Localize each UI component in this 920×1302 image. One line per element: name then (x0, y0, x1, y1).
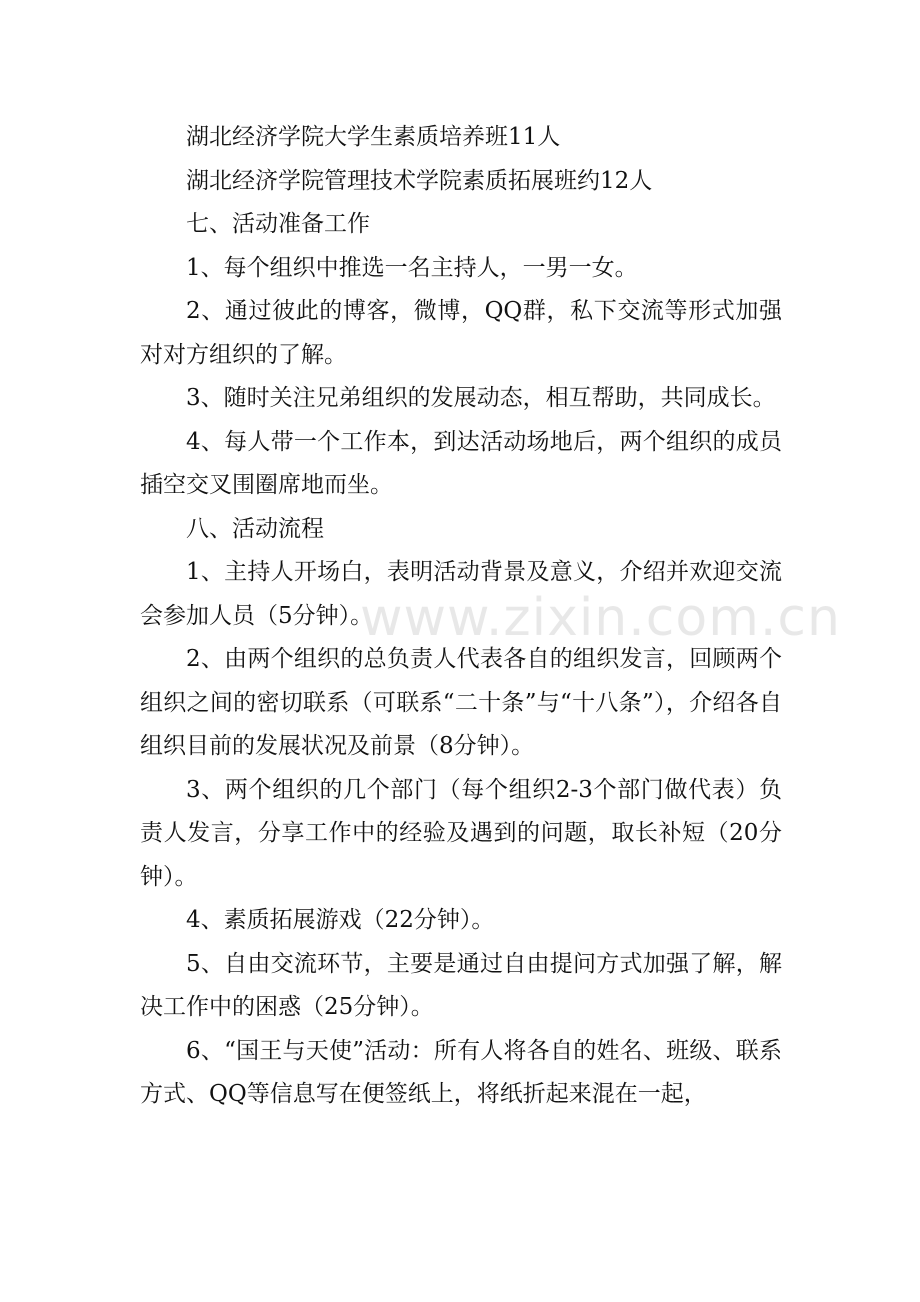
paragraph-process-3: 3、两个组织的几个部门（每个组织2-3个部门做代表）负责人发言，分享工作中的经验及遇到的问题，取长补短（20分钟）。 (140, 776, 782, 890)
paragraph-prep-2: 2、通过彼此的博客，微博，QQ群，私下交流等形式加强对对方组织的了解。 (140, 298, 782, 368)
paragraph-process-2: 2、由两个组织的总负责人代表各自的组织发言，回顾两个组织之间的密切联系（可联系“二十条”与“十八条”），介绍各自组织目前的发展状况及前景（8分钟）。 (140, 646, 782, 759)
paragraph-process-4: 4、素质拓展游戏（22分钟）。 (186, 907, 495, 933)
paragraph-process-5: 5、自由交流环节，主要是通过自由提问方式加强了解，解决工作中的困惑（25分钟）。 (140, 950, 782, 1020)
section-heading-process: 八、活动流程 (186, 515, 324, 542)
paragraph-class-1: 湖北经济学院大学生素质培养班11人 (186, 124, 561, 150)
section-heading-preparation: 七、活动准备工作 (186, 211, 370, 237)
paragraph-prep-4: 4、每人带一个工作本，到达活动场地后，两个组织的成员插空交叉围圈席地而坐。 (140, 428, 782, 498)
paragraph-prep-3: 3、随时关注兄弟组织的发展动态，相互帮助，共同成长。 (186, 385, 776, 411)
paragraph-class-2: 湖北经济学院管理技术学院素质拓展班约12人 (186, 167, 653, 194)
paragraph-prep-1: 1、每个组织中推选一名主持人，一男一女。 (186, 254, 638, 281)
document-body (140, 116, 782, 1117)
paragraph-process-1: 1、主持人开场白，表明活动背景及意义，介绍并欢迎交流会参加人员（5分钟）。 (140, 559, 782, 629)
paragraph-process-6: 6、“国王与天使”活动：所有人将各自的姓名、班级、联系方式、QQ等信息写在便签纸上，将纸折起来混在一起， (140, 1037, 782, 1107)
watermark-text: www.zixin.com.cn (360, 588, 841, 648)
